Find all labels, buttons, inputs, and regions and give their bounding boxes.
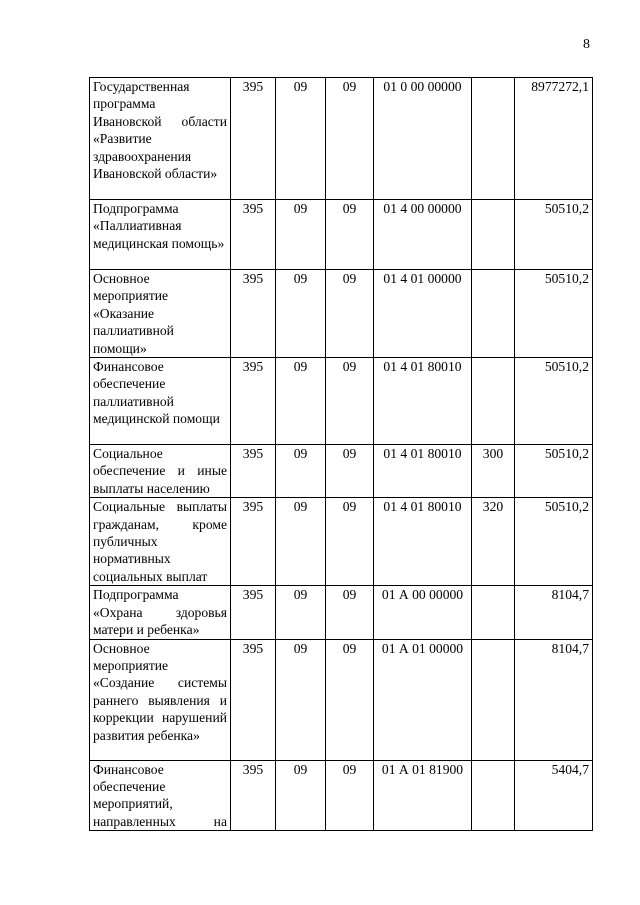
- page-number: 8: [583, 37, 590, 52]
- table-row: [90, 200, 593, 270]
- row-amount: 50510,2: [515, 200, 593, 270]
- row-rz: 09: [276, 445, 326, 498]
- row-amount: 50510,2: [515, 358, 593, 445]
- row-rz: 09: [276, 639, 326, 760]
- row-ved: 395: [231, 445, 276, 498]
- row-vr: [472, 78, 515, 200]
- row-csr: 01 А 01 81900: [374, 760, 472, 831]
- table-row: [90, 639, 593, 760]
- row-csr: 01 А 00 00000: [374, 586, 472, 639]
- row-vr: [472, 586, 515, 639]
- row-csr: 01 0 00 00000: [374, 78, 472, 200]
- row-ved: 395: [231, 358, 276, 445]
- row-name: Социальное обеспечение и иные выплаты населению: [90, 445, 231, 498]
- row-name: Финансовое обеспечение паллиативной медицинской помощи: [90, 358, 231, 445]
- row-amount: 8104,7: [515, 639, 593, 760]
- row-pr: 09: [326, 270, 374, 358]
- table-row: [90, 445, 593, 498]
- row-name: Основное мероприятие «Создание системы раннего выявления и коррекции нарушений развития ребенка»: [90, 639, 231, 760]
- row-rz: 09: [276, 358, 326, 445]
- row-pr: 09: [326, 200, 374, 270]
- row-csr: 01 4 01 80010: [374, 498, 472, 586]
- row-name: Социальные выплаты гражданам, кроме публичных нормативных социальных выплат: [90, 498, 231, 586]
- row-vr: [472, 358, 515, 445]
- row-ved: 395: [231, 639, 276, 760]
- row-ved: 395: [231, 200, 276, 270]
- row-csr: 01 А 01 00000: [374, 639, 472, 760]
- row-pr: 09: [326, 586, 374, 639]
- row-rz: 09: [276, 200, 326, 270]
- row-vr: [472, 270, 515, 358]
- table-row: [90, 358, 593, 445]
- row-pr: 09: [326, 78, 374, 200]
- table-row: [90, 586, 593, 639]
- row-rz: 09: [276, 498, 326, 586]
- row-rz: 09: [276, 586, 326, 639]
- row-rz: 09: [276, 760, 326, 831]
- row-vr: 300: [472, 445, 515, 498]
- row-ved: 395: [231, 586, 276, 639]
- row-name: Подпрограмма «Охрана здоровья матери и ребенка»: [90, 586, 231, 639]
- row-amount: 50510,2: [515, 270, 593, 358]
- row-csr: 01 4 01 00000: [374, 270, 472, 358]
- row-amount: 50510,2: [515, 498, 593, 586]
- row-pr: 09: [326, 358, 374, 445]
- row-vr: [472, 200, 515, 270]
- row-ved: 395: [231, 498, 276, 586]
- row-rz: 09: [276, 270, 326, 358]
- row-ved: 395: [231, 760, 276, 831]
- row-name: Основное мероприятие «Оказание паллиативной помощи»: [90, 270, 231, 358]
- row-pr: 09: [326, 639, 374, 760]
- row-ved: 395: [231, 270, 276, 358]
- row-vr: [472, 760, 515, 831]
- row-vr: [472, 639, 515, 760]
- row-name: Государственная программа Ивановской области «Развитие здравоохранения Ивановской области»: [90, 78, 231, 200]
- row-pr: 09: [326, 760, 374, 831]
- row-csr: 01 4 01 80010: [374, 445, 472, 498]
- row-csr: 01 4 01 80010: [374, 358, 472, 445]
- row-pr: 09: [326, 445, 374, 498]
- row-amount: 8104,7: [515, 586, 593, 639]
- table-row: [90, 498, 593, 586]
- table-row: [90, 78, 593, 200]
- row-amount: 50510,2: [515, 445, 593, 498]
- row-pr: 09: [326, 498, 374, 586]
- row-rz: 09: [276, 78, 326, 200]
- row-amount: 8977272,1: [515, 78, 593, 200]
- row-vr: 320: [472, 498, 515, 586]
- row-csr: 01 4 00 00000: [374, 200, 472, 270]
- table-row: [90, 760, 593, 831]
- row-amount: 5404,7: [515, 760, 593, 831]
- row-name: Финансовое обеспечение мероприятий, направленных на: [90, 760, 231, 831]
- row-ved: 395: [231, 78, 276, 200]
- budget-table: [89, 77, 593, 831]
- table-row: [90, 270, 593, 358]
- row-name: Подпрограмма «Паллиативная медицинская помощь»: [90, 200, 231, 270]
